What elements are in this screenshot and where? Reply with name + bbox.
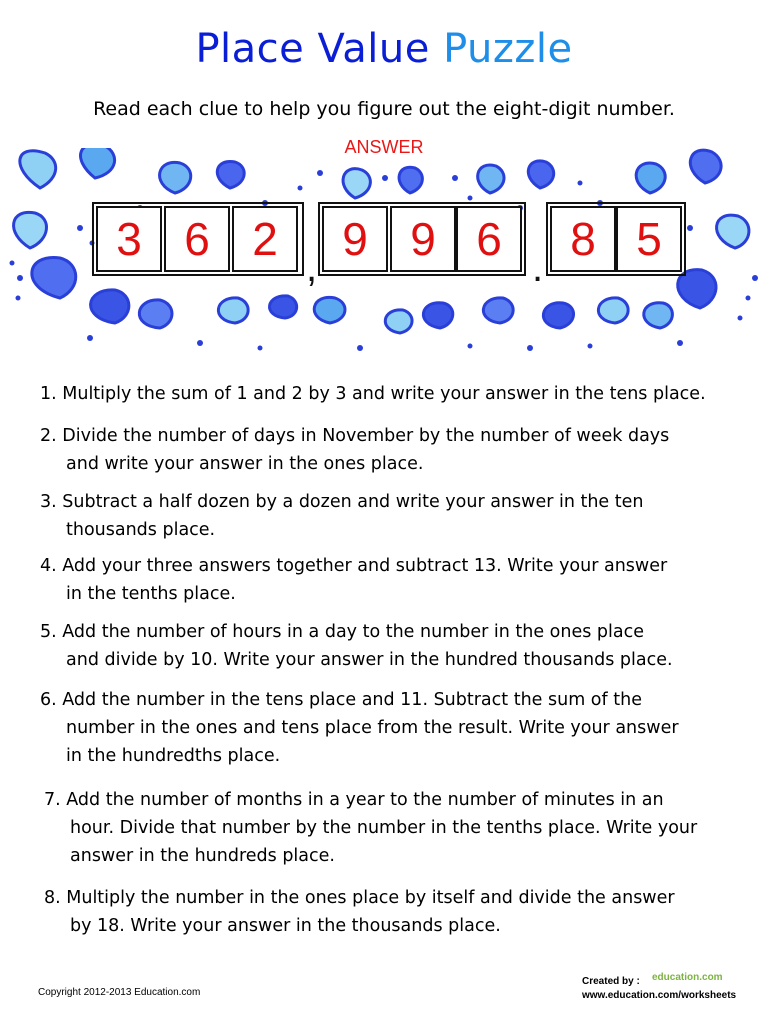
digit-box: 5 — [616, 206, 682, 272]
clue-text: 5. Add the number of hours in a day to the number in the ones place — [40, 622, 644, 642]
clue-item — [44, 786, 754, 870]
clue-item — [44, 884, 754, 940]
clue-item — [40, 618, 750, 674]
clue-text: 1. Multiply the sum of 1 and 2 by 3 and write your answer in the tens place. — [40, 384, 706, 404]
clue-item — [40, 422, 750, 478]
clue-text: in the hundredths place. — [66, 746, 281, 766]
clue-text: 2. Divide the number of days in November by the number of week days — [40, 426, 670, 446]
digit-box: 2 — [232, 206, 298, 272]
title-part-2: Puzzle — [443, 26, 573, 72]
website-link[interactable]: www.education.com/worksheets — [582, 990, 737, 1001]
digit-box: 6 — [456, 206, 522, 272]
clue-text: answer in the hundreds place. — [70, 846, 335, 866]
digit-box: 9 — [390, 206, 456, 272]
education-logo: education.com — [652, 972, 723, 983]
clue-text: 8. Multiply the number in the ones place by itself and divide the answer — [44, 888, 675, 908]
clue-item — [40, 686, 750, 770]
instructions: Read each clue to help you figure out the eight-digit number. — [93, 98, 675, 120]
clue-text: 7. Add the number of months in a year to the number of minutes in an — [44, 790, 664, 810]
clue-text: hour. Divide that number by the number in the tenths place. Write your — [70, 818, 698, 838]
clue-text: thousands place. — [66, 520, 216, 540]
digit-box: 3 — [96, 206, 162, 272]
clue-text: by 18. Write your answer in the thousands place. — [70, 916, 501, 936]
digit-box: 9 — [322, 206, 388, 272]
clue-text: 3. Subtract a half dozen by a dozen and write your answer in the ten — [40, 492, 644, 512]
clue-text: and write your answer in the ones place. — [66, 454, 424, 474]
decimal-point: . — [532, 246, 544, 290]
comma-separator: , — [306, 246, 318, 290]
clue-text: 6. Add the number in the tens place and 11. Subtract the sum of the — [40, 690, 642, 710]
answer-label: ANSWER — [344, 137, 424, 157]
clue-item — [40, 488, 750, 544]
clue-item — [40, 552, 750, 608]
answer-digits — [0, 206, 768, 290]
clue-text: in the tenths place. — [66, 584, 236, 604]
created-by-label: Created by : — [582, 976, 640, 987]
copyright-notice: Copyright 2012-2013 Education.com — [38, 987, 201, 998]
clue-text: 4. Add your three answers together and subtract 13. Write your answer — [40, 556, 668, 576]
title-part-1: Place Value — [195, 26, 430, 72]
clue-item — [40, 380, 750, 408]
clue-text: number in the ones and tens place from the result. Write your answer — [66, 718, 679, 738]
digit-box: 6 — [164, 206, 230, 272]
clue-text: and divide by 10. Write your answer in the hundred thousands place. — [66, 650, 673, 670]
page-title — [0, 26, 768, 72]
digit-box: 8 — [550, 206, 616, 272]
